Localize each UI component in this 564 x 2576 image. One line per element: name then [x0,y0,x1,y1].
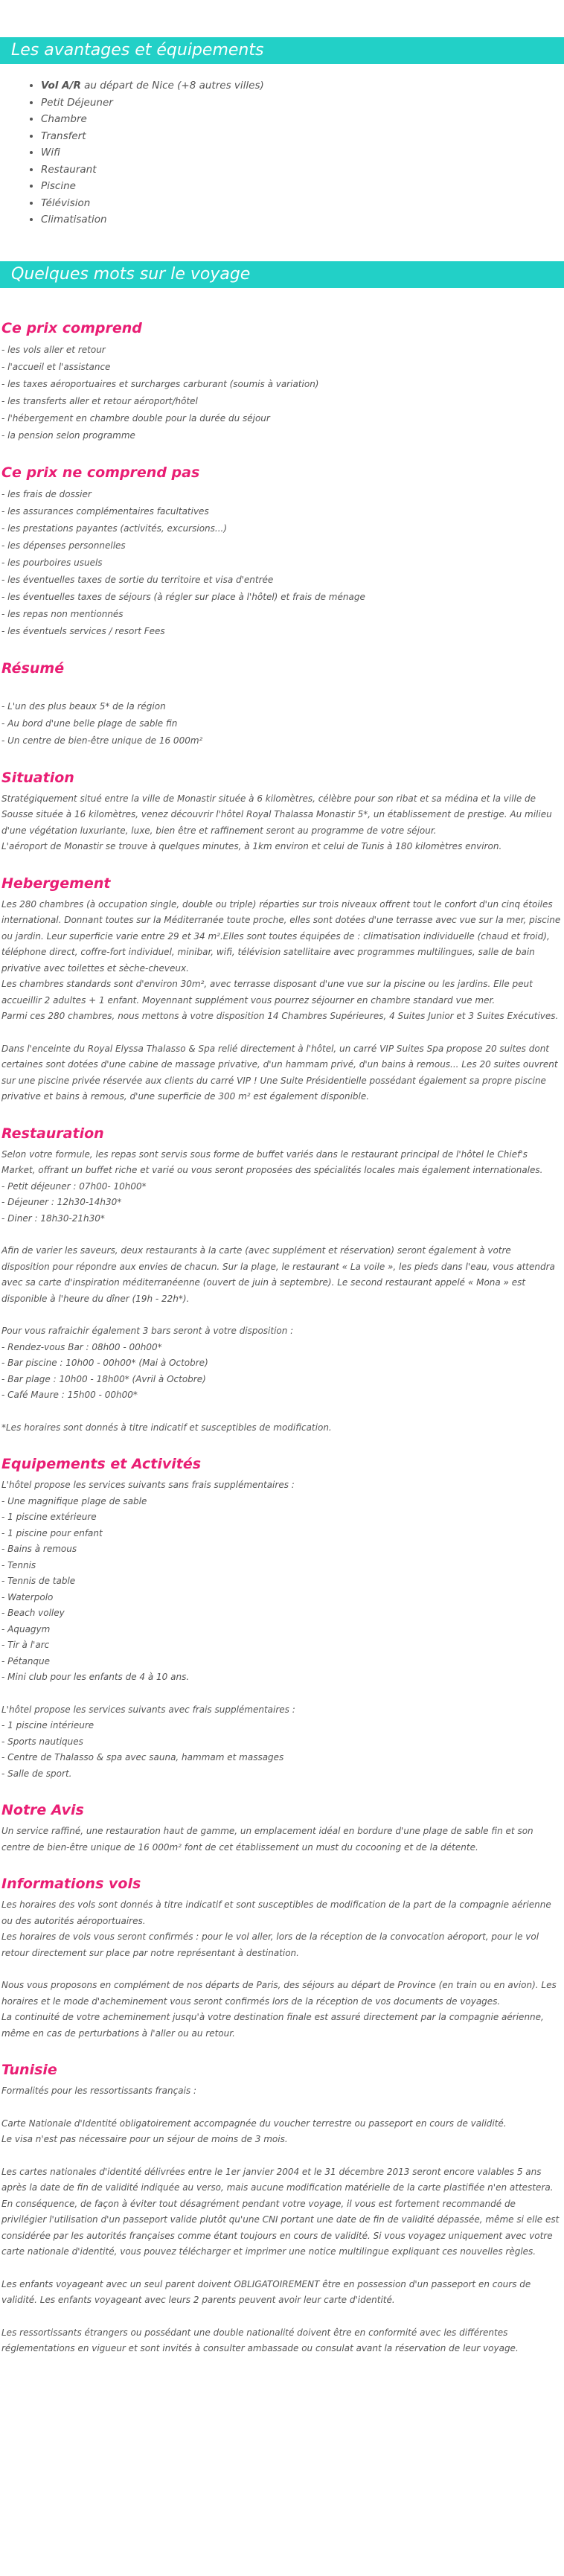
paragraph: - Une magnifique plage de sable [1,1495,147,1506]
paragraph: Parmi ces 280 chambres, nous mettons à votre disposition 14 Chambres Supérieures, 4 Suites Junior et 3 Suites Exécutives. [1,1011,559,1021]
paragraph: Selon votre formule, les repas sont servis sous forme de buffet variés dans le restaurant principal de l'hôtel le Chief's Market, offrant un buffet riche et varié ou vous seront proposées des spécialités locales mais également internationales. [1,1148,543,1175]
paragraph: L'hôtel propose les services suivants sans frais supplémentaires : [1,1480,295,1490]
list-item: • Climatisation [41,211,564,228]
paragraph: - 1 piscine extérieure [1,1512,97,1522]
spacer [1,2148,561,2164]
paragraph: Les cartes nationales d'identité délivrées entre le 1er janvier 2004 et le 31 décembre 2013 seront encore valables 5 ans après la date de fin de validité indiquée au verso, mais aucune modification matérielle de la carte plastifiée n'en attestera. En conséquence, de façon à éviter tout désagrément pendant votre voyage, il vous est fortement recommandé de privilégier l'utilisation d'un passeport valide plutôt qu'une CNI portant une date de fin de validité dépassée, même si elle est considérée par les autorités françaises comme étant toujours en cours de validité. Si vous voyagez uniquement avec votre carte nationale d'identité, vous pouvez télécharger et imprimer une notice multilingue expliquant ces nouvelles règles. [1,2166,560,2257]
list-line: - les assurances complémentaires facultatives [1,505,209,517]
list-line: - les éventuels services / resort Fees [1,625,165,636]
paragraph: - Tennis de table [1,1576,76,1586]
list-line: - la pension selon programme [1,429,135,441]
paragraph: - Sports nautiques [1,1736,83,1747]
features-list [0,77,564,228]
list-item: • Transfert [41,128,564,145]
spacer [1,1227,561,1243]
paragraph: - Bains à remous [1,1544,77,1554]
spacer [1,2100,561,2116]
spacer [1,1307,561,1323]
paragraph: - Pétanque [1,1655,51,1666]
list-line: - les frais de dossier [1,488,92,499]
paragraph: Le visa n'est pas nécessaire pour un séjour de moins de 3 mois. [1,2134,288,2144]
section-header-about-trip: Quelques mots sur le voyage [0,261,564,288]
paragraph: - Café Maure : 15h00 - 00h00* [1,1390,138,1400]
list-line: - les pourboires usuels [1,557,103,568]
section-title: Tunisie [1,2062,57,2078]
paragraph: Les horaires de vols vous seront confirmés : pour le vol aller, lors de la réception de la convocation aéroport, pour le vol retour directement sur place par notre représentant à destination. [1,1931,539,1958]
list-line: - L'un des plus beaux 5* de la région [1,700,166,712]
paragraph: - Centre de Thalasso & spa avec sauna, hammam et massages [1,1752,284,1762]
paragraph: - 1 piscine pour enfant [1,1527,103,1538]
spacer [1,1961,561,1978]
list-item: • Restaurant [41,162,564,179]
spacer [1,1686,561,1702]
paragraph: *Les horaires sont donnés à titre indicatif et susceptibles de modification. [1,1422,332,1433]
paragraph: - Bar plage : 10h00 - 18h00* (Avril à Octobre) [1,1373,206,1384]
list-line: - les prestations payantes (activités, excursions...) [1,522,228,534]
list-item [41,77,564,95]
spacer [1,2260,561,2277]
paragraph: Carte Nationale d'Identité obligatoirement accompagnée du voucher terrestre ou passeport en cours de validité. [1,2118,507,2129]
list-line: - les transferts aller et retour aéroport/hôtel [1,395,198,406]
paragraph: Les enfants voyageant avec un seul parent doivent OBLIGATOIREMENT être en possession d'un passeport en cours de validité. Les enfants voyageant avec leurs 2 parents peuvent avoir leur carte d'identité. [1,2278,531,2305]
list-item: • Piscine [41,178,564,195]
paragraph: - Petit déjeuner : 07h00- 10h00* [1,1180,147,1192]
paragraph: Nous vous proposons en complément de nos départs de Paris, des séjours au départ de Province (en train ou en avion). Les horaires et le mode d'acheminement vous seront confirmés lors de la réception de vos documents de voyages. [1,1980,557,2007]
paragraph: L'aéroport de Monastir se trouve à quelques minutes, à 1km environ et celui de Tunis à 180 kilomètres environ. [1,841,502,851]
list-line: - les repas non mentionnés [1,608,124,619]
section-header-advantages: Les avantages et équipements [0,37,564,64]
list-line: - les éventuelles taxes de sortie du territoire et visa d'entrée [1,574,274,585]
section-title: Equipements et Activités [1,1456,202,1472]
paragraph: - Beach volley [1,1608,65,1618]
paragraph: Les horaires des vols sont donnés à titre indicatif et sont susceptibles de modification de la part de la compagnie aérienne ou des autorités aéroportuaires. [1,1899,551,1926]
section-title: Situation [1,769,74,786]
list-line: - les taxes aéroportuaires et surcharges carburant (soumis à variation) [1,378,319,389]
list-line: - l'hébergement en chambre double pour la durée du séjour [1,412,270,424]
list-line: - les dépenses personnelles [1,540,126,551]
paragraph: - Tir à l'arc [1,1640,50,1650]
paragraph: Stratégiquement situé entre la ville de Monastir située à 6 kilomètres, célèbre pour son ribat et sa médina et la ville de Sousse située à 16 kilomètres, venez découvrir l'hôtel Royal Thalassa Monastir 5*, un établissement de prestige. Au milieu d'une végétation luxuriante, luxe, bien être et raffinement seront au programme de votre séjour. [1,793,552,836]
section-title: Restauration [1,1125,104,1142]
spacer [1,1025,561,1041]
paragraph: Dans l'enceinte du Royal Elyssa Thalasso & Spa relié directement à l'hôtel, un carré VIP Suites Spa propose 20 suites dont certaines sont dotées d'une cabine de massage privative, d'un hammam privé, d'un bains à remous... Les 20 suites ouvrent sur une piscine privée réservée aux clients du carré VIP ! Une Suite Présidentielle possédant également sa propre piscine privative et bains à remous, d'une superficie de 300 m² est également disponible. [1,1043,558,1102]
list-item: • Petit Déjeuner [41,95,564,112]
paragraph: - Rendez-vous Bar : 08h00 - 00h00* [1,1341,162,1352]
paragraph: - 1 piscine intérieure [1,1720,94,1730]
paragraph: - Salle de sport. [1,1768,72,1779]
paragraph: - Aquagym [1,1623,51,1634]
list-line: - les vols aller et retour [1,344,106,355]
paragraph: - Mini club pour les enfants de 4 à 10 ans. [1,1672,190,1682]
list-line: - Au bord d'une belle plage de sable fin [1,717,178,729]
spacer [1,1404,561,1420]
list-item: • Télévision [41,195,564,212]
section-title: Ce prix ne comprend pas [1,464,200,481]
paragraph: - Diner : 18h30-21h30* [1,1212,105,1224]
paragraph: - Waterpolo [1,1591,54,1602]
page [0,37,564,2357]
paragraph: - Tennis [1,1559,36,1570]
spacer [1,682,561,698]
feature-flight-rest: au départ de Nice (+8 autres villes) [80,80,264,92]
section-title: Résumé [1,659,65,677]
section-title: Informations vols [1,1876,141,1892]
list-line: - Un centre de bien-être unique de 16 000m² [1,735,203,746]
list-item: • Wifi [41,144,564,162]
section-title: Hebergement [1,875,111,892]
paragraph: Afin de varier les saveurs, deux restaurants à la carte (avec supplément et réservation) seront également à votre disposition pour répondre aux envies de chacun. Sur la plage, le restaurant « La voile », les pieds dans l'eau, vous attendra avec sa carte d'inspiration méditerranéenne (ouvert de juin à septembre). Le second restaurant appelé « Mona » est disponible à l'heure du dîner (19h - 22h*). [1,1245,555,1304]
section-title: Notre Avis [1,1802,84,1818]
list-line: - l'accueil et l'assistance [1,361,111,372]
paragraph: Les chambres standards sont d'environ 30m², avec terrasse disposant d'une vue sur la piscine ou les jardins. Elle peut accueillir 2 adultes + 1 enfant. Moyennant supplément vous pourrez séjourner en chambre standard vue mer. [1,979,533,1006]
trip-details [0,319,564,2357]
paragraph: Pour vous rafraichir également 3 bars seront à votre disposition : [1,1326,294,1336]
paragraph: - Déjeuner : 12h30-14h30* [1,1197,122,1207]
paragraph: Les 280 chambres (à occupation single, double ou triple) réparties sur trois niveaux offrent tout le confort d'un cinq étoiles international. Donnant toutes sur la Méditerranée toute proche, elles sont dotées d'une terrasse avec vue sur la mer, piscine ou jardin. Leur superficie varie entre 29 et 34 m².Elles sont toutes équipées de : climatisation individuelle (chaud et froid), téléphone direct, coffre-fort individuel, minibar, wifi, télévision satellitaire avec programmes multilingues, salle de bain privative avec toilettes et sèche-cheveux. [1,898,561,974]
feature-flight-bold: Vol A/R [41,80,81,92]
paragraph: Les ressortissants étrangers ou possédant une double nationalité doivent être en conformité avec les différentes réglementations en vigueur et sont invités à consulter ambassade ou consulat avant la réservation de leur voyage. [1,2327,519,2353]
paragraph: Formalités pour les ressortissants français : [1,2086,197,2096]
list-line: - les éventuelles taxes de séjours (à régler sur place à l'hôtel) et frais de ménage [1,591,365,602]
spacer [1,2309,561,2325]
paragraph: La continuité de votre acheminement jusqu'à votre destination finale est assuré directement par la compagnie aérienne, même en cas de perturbations à l'aller ou au retour. [1,2012,544,2039]
paragraph: Un service raffiné, une restauration haut de gamme, un emplacement idéal en bordure d'une plage de sable fin et son centre de bien-être unique de 16 000m² font de cet établissement un must du cocooning et de la détente. [1,1826,533,1853]
list-item: • Chambre [41,111,564,128]
paragraph: - Bar piscine : 10h00 - 00h00* (Mai à Octobre) [1,1358,208,1368]
section-title: Ce prix comprend [1,319,142,336]
paragraph: L'hôtel propose les services suivants avec frais supplémentaires : [1,1704,295,1715]
